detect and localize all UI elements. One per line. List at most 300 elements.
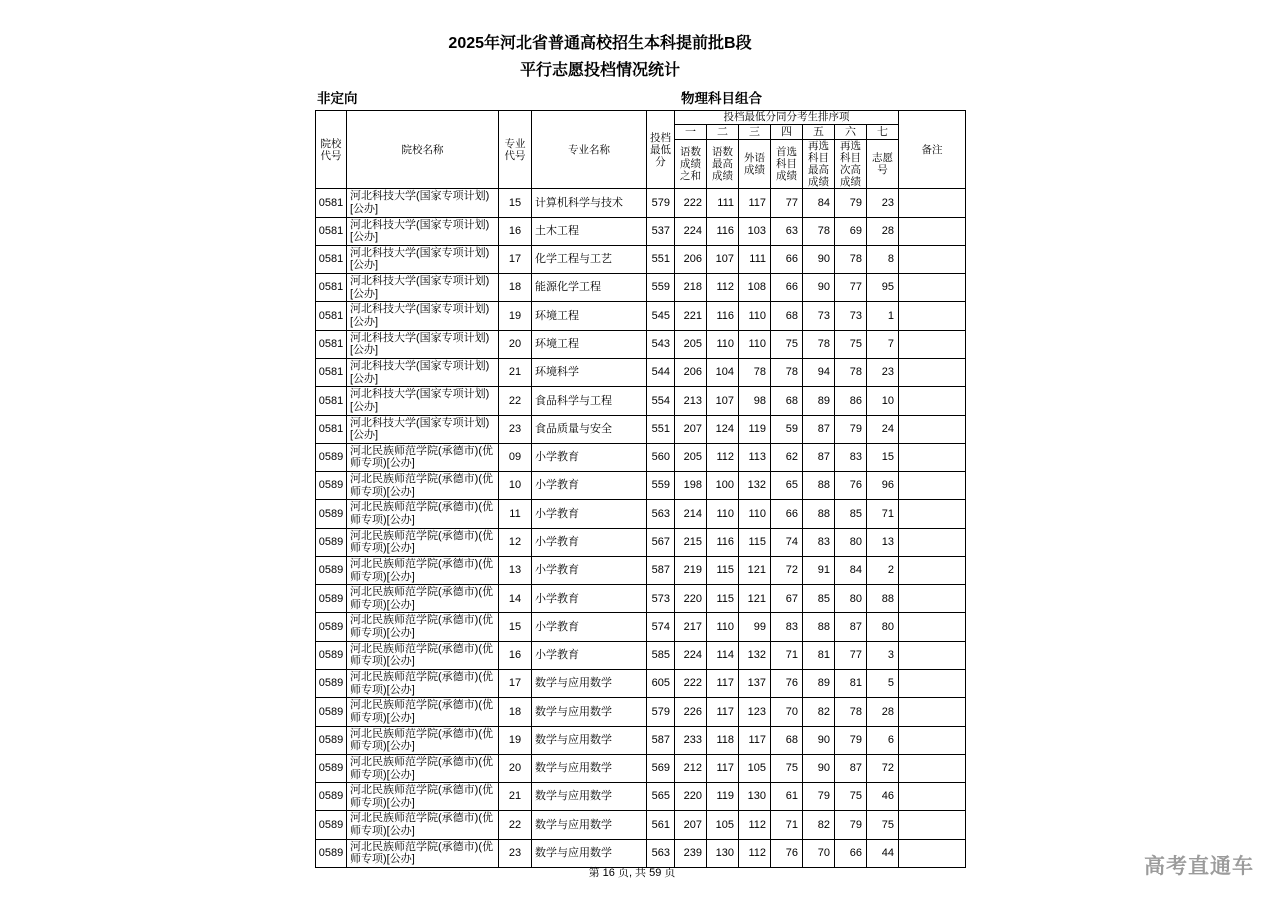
table-row [316,528,966,556]
cell-rank-7: 28 [867,698,899,726]
cell-min-score: 587 [647,726,675,754]
cell-major-code: 19 [499,302,532,330]
cell-remark [899,641,966,669]
cell-major-name: 数学与应用数学 [532,698,647,726]
cell-major-code: 17 [499,245,532,273]
cell-rank-6: 76 [835,472,867,500]
cell-college-name: 河北民族师范学院(承德市)(优师专项)[公办] [347,528,499,556]
cell-college-name: 河北民族师范学院(承德市)(优师专项)[公办] [347,783,499,811]
cell-rank-6: 77 [835,641,867,669]
cell-rank-4: 83 [771,613,803,641]
cell-rank-2: 117 [707,698,739,726]
cell-rank-5: 73 [803,302,835,330]
cell-rank-5: 94 [803,358,835,386]
cell-rank-6: 79 [835,415,867,443]
cell-rank-3: 132 [739,472,771,500]
table-row [316,754,966,782]
table-body [316,189,966,868]
cell-rank-4: 65 [771,472,803,500]
cell-major-code: 22 [499,387,532,415]
cell-college-code: 0581 [316,274,347,302]
cell-remark [899,358,966,386]
cell-rank-5: 90 [803,754,835,782]
cell-min-score: 560 [647,443,675,471]
col-header-rank-5: 五 [803,125,835,140]
cell-college-name: 河北民族师范学院(承德市)(优师专项)[公办] [347,670,499,698]
cell-min-score: 585 [647,641,675,669]
cell-rank-3: 110 [739,330,771,358]
cell-rank-6: 66 [835,839,867,867]
cell-rank-7: 6 [867,726,899,754]
cell-rank-4: 78 [771,358,803,386]
cell-rank-7: 75 [867,811,899,839]
cell-rank-5: 83 [803,528,835,556]
table-row [316,330,966,358]
cell-college-code: 0589 [316,811,347,839]
cell-college-name: 河北民族师范学院(承德市)(优师专项)[公办] [347,839,499,867]
cell-rank-6: 78 [835,245,867,273]
cell-rank-6: 83 [835,443,867,471]
cell-college-name: 河北民族师范学院(承德市)(优师专项)[公办] [347,698,499,726]
table-row [316,613,966,641]
cell-rank-2: 117 [707,670,739,698]
cell-rank-1: 214 [675,500,707,528]
cell-rank-2: 111 [707,189,739,217]
cell-major-code: 16 [499,217,532,245]
cell-major-code: 15 [499,613,532,641]
cell-rank-4: 75 [771,754,803,782]
cell-rank-3: 105 [739,754,771,782]
cell-rank-5: 90 [803,274,835,302]
cell-major-code: 10 [499,472,532,500]
table-row [316,274,966,302]
cell-college-name: 河北民族师范学院(承德市)(优师专项)[公办] [347,754,499,782]
cell-rank-5: 78 [803,217,835,245]
cell-rank-3: 103 [739,217,771,245]
cell-college-code: 0589 [316,500,347,528]
table-row [316,670,966,698]
cell-rank-2: 112 [707,443,739,471]
cell-major-name: 食品科学与工程 [532,387,647,415]
cell-rank-2: 116 [707,217,739,245]
col-header-rank-span: 投档最低分同分考生排序项 [675,111,899,125]
cell-min-score: 574 [647,613,675,641]
cell-rank-3: 115 [739,528,771,556]
cell-major-code: 20 [499,330,532,358]
cell-major-code: 09 [499,443,532,471]
cell-remark [899,472,966,500]
cell-rank-4: 59 [771,415,803,443]
cell-rank-4: 70 [771,698,803,726]
document-title: 2025年河北省普通高校招生本科提前批B段 [448,35,752,52]
cell-rank-1: 207 [675,811,707,839]
cell-rank-7: 5 [867,670,899,698]
cell-rank-6: 79 [835,811,867,839]
cell-rank-3: 121 [739,556,771,584]
cell-college-code: 0589 [316,613,347,641]
table-row [316,811,966,839]
cell-min-score: 537 [647,217,675,245]
cell-min-score: 544 [647,358,675,386]
cell-rank-1: 206 [675,358,707,386]
cell-rank-7: 10 [867,387,899,415]
cell-min-score: 543 [647,330,675,358]
cell-remark [899,783,966,811]
cell-college-name: 河北科技大学(国家专项计划)[公办] [347,387,499,415]
cell-college-name: 河北民族师范学院(承德市)(优师专项)[公办] [347,500,499,528]
col-header-major-name: 专业名称 [532,111,647,189]
cell-remark [899,726,966,754]
cell-college-name: 河北科技大学(国家专项计划)[公办] [347,217,499,245]
cell-rank-2: 100 [707,472,739,500]
cell-rank-7: 2 [867,556,899,584]
cell-rank-2: 107 [707,245,739,273]
cell-remark [899,415,966,443]
cell-college-code: 0581 [316,330,347,358]
cell-college-name: 河北民族师范学院(承德市)(优师专项)[公办] [347,641,499,669]
cell-rank-4: 68 [771,387,803,415]
cell-remark [899,556,966,584]
cell-rank-1: 206 [675,245,707,273]
cell-major-name: 数学与应用数学 [532,726,647,754]
cell-min-score: 587 [647,556,675,584]
cell-college-code: 0589 [316,726,347,754]
cell-major-code: 12 [499,528,532,556]
cell-rank-4: 71 [771,641,803,669]
col-header-rank-sub-3: 外语成绩 [739,140,771,189]
cell-college-name: 河北科技大学(国家专项计划)[公办] [347,245,499,273]
table-row [316,443,966,471]
col-header-rank-sub-5: 再选科目最高成绩 [803,140,835,189]
table-row [316,387,966,415]
cell-major-name: 小学教育 [532,443,647,471]
cell-college-name: 河北科技大学(国家专项计划)[公办] [347,189,499,217]
cell-rank-2: 110 [707,613,739,641]
cell-major-name: 化学工程与工艺 [532,245,647,273]
cell-rank-7: 88 [867,585,899,613]
cell-rank-6: 84 [835,556,867,584]
cell-college-name: 河北民族师范学院(承德市)(优师专项)[公办] [347,811,499,839]
col-header-rank-sub-4: 首选科目成绩 [771,140,803,189]
cell-min-score: 545 [647,302,675,330]
cell-college-code: 0589 [316,641,347,669]
cell-remark [899,811,966,839]
cell-college-code: 0589 [316,839,347,867]
cell-rank-7: 15 [867,443,899,471]
cell-rank-5: 89 [803,387,835,415]
cell-major-name: 数学与应用数学 [532,811,647,839]
cell-college-name: 河北科技大学(国家专项计划)[公办] [347,358,499,386]
table-row [316,698,966,726]
cell-rank-3: 108 [739,274,771,302]
cell-major-code: 20 [499,754,532,782]
cell-rank-5: 82 [803,698,835,726]
cell-college-code: 0589 [316,698,347,726]
cell-rank-7: 80 [867,613,899,641]
cell-min-score: 551 [647,415,675,443]
cell-rank-7: 23 [867,189,899,217]
cell-college-code: 0589 [316,670,347,698]
table-row [316,189,966,217]
cell-rank-3: 110 [739,302,771,330]
cell-remark [899,217,966,245]
cell-rank-7: 23 [867,358,899,386]
cell-rank-2: 110 [707,330,739,358]
cell-remark [899,189,966,217]
cell-college-name: 河北民族师范学院(承德市)(优师专项)[公办] [347,613,499,641]
cell-rank-7: 1 [867,302,899,330]
cell-major-name: 数学与应用数学 [532,783,647,811]
cell-remark [899,387,966,415]
cell-college-name: 河北民族师范学院(承德市)(优师专项)[公办] [347,443,499,471]
cell-min-score: 561 [647,811,675,839]
col-header-rank-1: 一 [675,125,707,140]
cell-major-name: 环境工程 [532,302,647,330]
cell-college-code: 0589 [316,472,347,500]
cell-rank-2: 112 [707,274,739,302]
cell-rank-3: 112 [739,811,771,839]
cell-college-name: 河北科技大学(国家专项计划)[公办] [347,274,499,302]
cell-rank-1: 222 [675,670,707,698]
cell-major-name: 环境科学 [532,358,647,386]
cell-rank-1: 220 [675,783,707,811]
cell-college-code: 0581 [316,415,347,443]
cell-major-code: 17 [499,670,532,698]
cell-remark [899,330,966,358]
col-header-rank-7: 七 [867,125,899,140]
cell-rank-3: 132 [739,641,771,669]
cell-major-name: 数学与应用数学 [532,754,647,782]
col-header-rank-4: 四 [771,125,803,140]
cell-major-name: 小学教育 [532,641,647,669]
cell-rank-3: 99 [739,613,771,641]
table-header [316,111,966,189]
table-row [316,358,966,386]
cell-rank-6: 75 [835,783,867,811]
cell-rank-3: 112 [739,839,771,867]
orientation-label: 非定向 [317,91,358,106]
cell-college-code: 0589 [316,783,347,811]
cell-rank-2: 104 [707,358,739,386]
table-row [316,641,966,669]
cell-rank-1: 218 [675,274,707,302]
cell-rank-5: 88 [803,500,835,528]
col-header-min-score: 投档最低分 [647,111,675,189]
cell-rank-6: 77 [835,274,867,302]
cell-rank-7: 7 [867,330,899,358]
cell-rank-6: 80 [835,585,867,613]
cell-college-code: 0581 [316,189,347,217]
cell-min-score: 563 [647,500,675,528]
cell-min-score: 579 [647,698,675,726]
cell-college-name: 河北民族师范学院(承德市)(优师专项)[公办] [347,472,499,500]
cell-college-name: 河北科技大学(国家专项计划)[公办] [347,415,499,443]
cell-rank-1: 224 [675,641,707,669]
cell-min-score: 573 [647,585,675,613]
cell-rank-2: 119 [707,783,739,811]
col-header-rank-sub-7: 志愿号 [867,140,899,189]
cell-min-score: 559 [647,472,675,500]
cell-rank-1: 205 [675,330,707,358]
cell-major-code: 11 [499,500,532,528]
cell-rank-5: 82 [803,811,835,839]
cell-rank-6: 87 [835,754,867,782]
watermark: 高考直通车 [1144,855,1254,878]
cell-rank-6: 86 [835,387,867,415]
cell-rank-2: 130 [707,839,739,867]
cell-major-name: 计算机科学与技术 [532,189,647,217]
cell-rank-6: 87 [835,613,867,641]
cell-rank-1: 215 [675,528,707,556]
cell-rank-5: 87 [803,415,835,443]
cell-rank-4: 75 [771,330,803,358]
cell-major-code: 14 [499,585,532,613]
cell-rank-1: 207 [675,415,707,443]
cell-remark [899,245,966,273]
col-header-rank-sub-1: 语数成绩之和 [675,140,707,189]
cell-rank-6: 69 [835,217,867,245]
cell-rank-4: 62 [771,443,803,471]
cell-college-code: 0589 [316,443,347,471]
table-row [316,585,966,613]
cell-major-name: 土木工程 [532,217,647,245]
cell-rank-5: 70 [803,839,835,867]
cell-rank-2: 116 [707,302,739,330]
cell-rank-3: 130 [739,783,771,811]
cell-rank-4: 76 [771,670,803,698]
cell-remark [899,274,966,302]
cell-rank-6: 78 [835,698,867,726]
cell-major-code: 21 [499,358,532,386]
cell-rank-4: 67 [771,585,803,613]
cell-major-code: 18 [499,698,532,726]
cell-major-name: 数学与应用数学 [532,670,647,698]
cell-rank-5: 90 [803,726,835,754]
cell-rank-5: 85 [803,585,835,613]
cell-rank-6: 81 [835,670,867,698]
cell-rank-5: 81 [803,641,835,669]
cell-rank-6: 85 [835,500,867,528]
cell-rank-3: 137 [739,670,771,698]
cell-rank-7: 44 [867,839,899,867]
cell-rank-3: 98 [739,387,771,415]
col-header-rank-6: 六 [835,125,867,140]
cell-remark [899,585,966,613]
cell-remark [899,754,966,782]
cell-rank-1: 213 [675,387,707,415]
page-number: 第 16 页, 共 59 页 [588,867,676,879]
cell-college-code: 0581 [316,302,347,330]
cell-rank-6: 79 [835,189,867,217]
col-header-remark: 备注 [899,111,966,189]
col-header-rank-sub-6: 再选科目次高成绩 [835,140,867,189]
cell-remark [899,302,966,330]
cell-rank-4: 66 [771,245,803,273]
cell-major-code: 13 [499,556,532,584]
cell-rank-4: 68 [771,302,803,330]
cell-rank-2: 105 [707,811,739,839]
table-row [316,302,966,330]
cell-college-code: 0581 [316,387,347,415]
cell-major-name: 小学教育 [532,500,647,528]
cell-major-name: 小学教育 [532,613,647,641]
cell-rank-3: 111 [739,245,771,273]
cell-rank-3: 121 [739,585,771,613]
cell-rank-1: 226 [675,698,707,726]
cell-rank-7: 46 [867,783,899,811]
cell-remark [899,670,966,698]
cell-rank-3: 117 [739,189,771,217]
cell-major-code: 16 [499,641,532,669]
cell-remark [899,698,966,726]
cell-rank-2: 116 [707,528,739,556]
cell-major-name: 环境工程 [532,330,647,358]
score-table [315,110,966,868]
cell-rank-4: 66 [771,274,803,302]
document-subtitle: 平行志愿投档情况统计 [519,62,680,79]
cell-rank-2: 115 [707,585,739,613]
col-header-rank-sub-2: 语数最高成绩 [707,140,739,189]
cell-college-code: 0581 [316,245,347,273]
cell-rank-1: 205 [675,443,707,471]
cell-rank-5: 87 [803,443,835,471]
cell-rank-3: 123 [739,698,771,726]
cell-rank-1: 224 [675,217,707,245]
cell-rank-7: 3 [867,641,899,669]
cell-rank-1: 212 [675,754,707,782]
table-row [316,556,966,584]
cell-rank-5: 79 [803,783,835,811]
cell-remark [899,443,966,471]
cell-rank-7: 13 [867,528,899,556]
cell-rank-1: 222 [675,189,707,217]
cell-rank-3: 78 [739,358,771,386]
cell-min-score: 565 [647,783,675,811]
cell-major-name: 能源化学工程 [532,274,647,302]
cell-rank-7: 28 [867,217,899,245]
cell-rank-4: 71 [771,811,803,839]
subject-group-label: 物理科目组合 [681,91,762,106]
cell-rank-5: 78 [803,330,835,358]
cell-rank-3: 119 [739,415,771,443]
cell-rank-5: 89 [803,670,835,698]
cell-rank-2: 118 [707,726,739,754]
cell-rank-4: 74 [771,528,803,556]
cell-college-code: 0581 [316,217,347,245]
col-header-major-code: 专业代号 [499,111,532,189]
cell-rank-4: 77 [771,189,803,217]
cell-rank-4: 72 [771,556,803,584]
col-header-rank-2: 二 [707,125,739,140]
cell-college-code: 0581 [316,358,347,386]
cell-rank-1: 198 [675,472,707,500]
cell-min-score: 563 [647,839,675,867]
cell-college-name: 河北民族师范学院(承德市)(优师专项)[公办] [347,726,499,754]
cell-rank-5: 90 [803,245,835,273]
cell-college-name: 河北民族师范学院(承德市)(优师专项)[公办] [347,585,499,613]
cell-rank-4: 68 [771,726,803,754]
cell-rank-1: 221 [675,302,707,330]
table-row [316,245,966,273]
cell-rank-4: 66 [771,500,803,528]
cell-remark [899,500,966,528]
cell-rank-2: 114 [707,641,739,669]
cell-rank-5: 91 [803,556,835,584]
table-row [316,415,966,443]
cell-major-name: 食品质量与安全 [532,415,647,443]
cell-rank-6: 75 [835,330,867,358]
table-row [316,217,966,245]
